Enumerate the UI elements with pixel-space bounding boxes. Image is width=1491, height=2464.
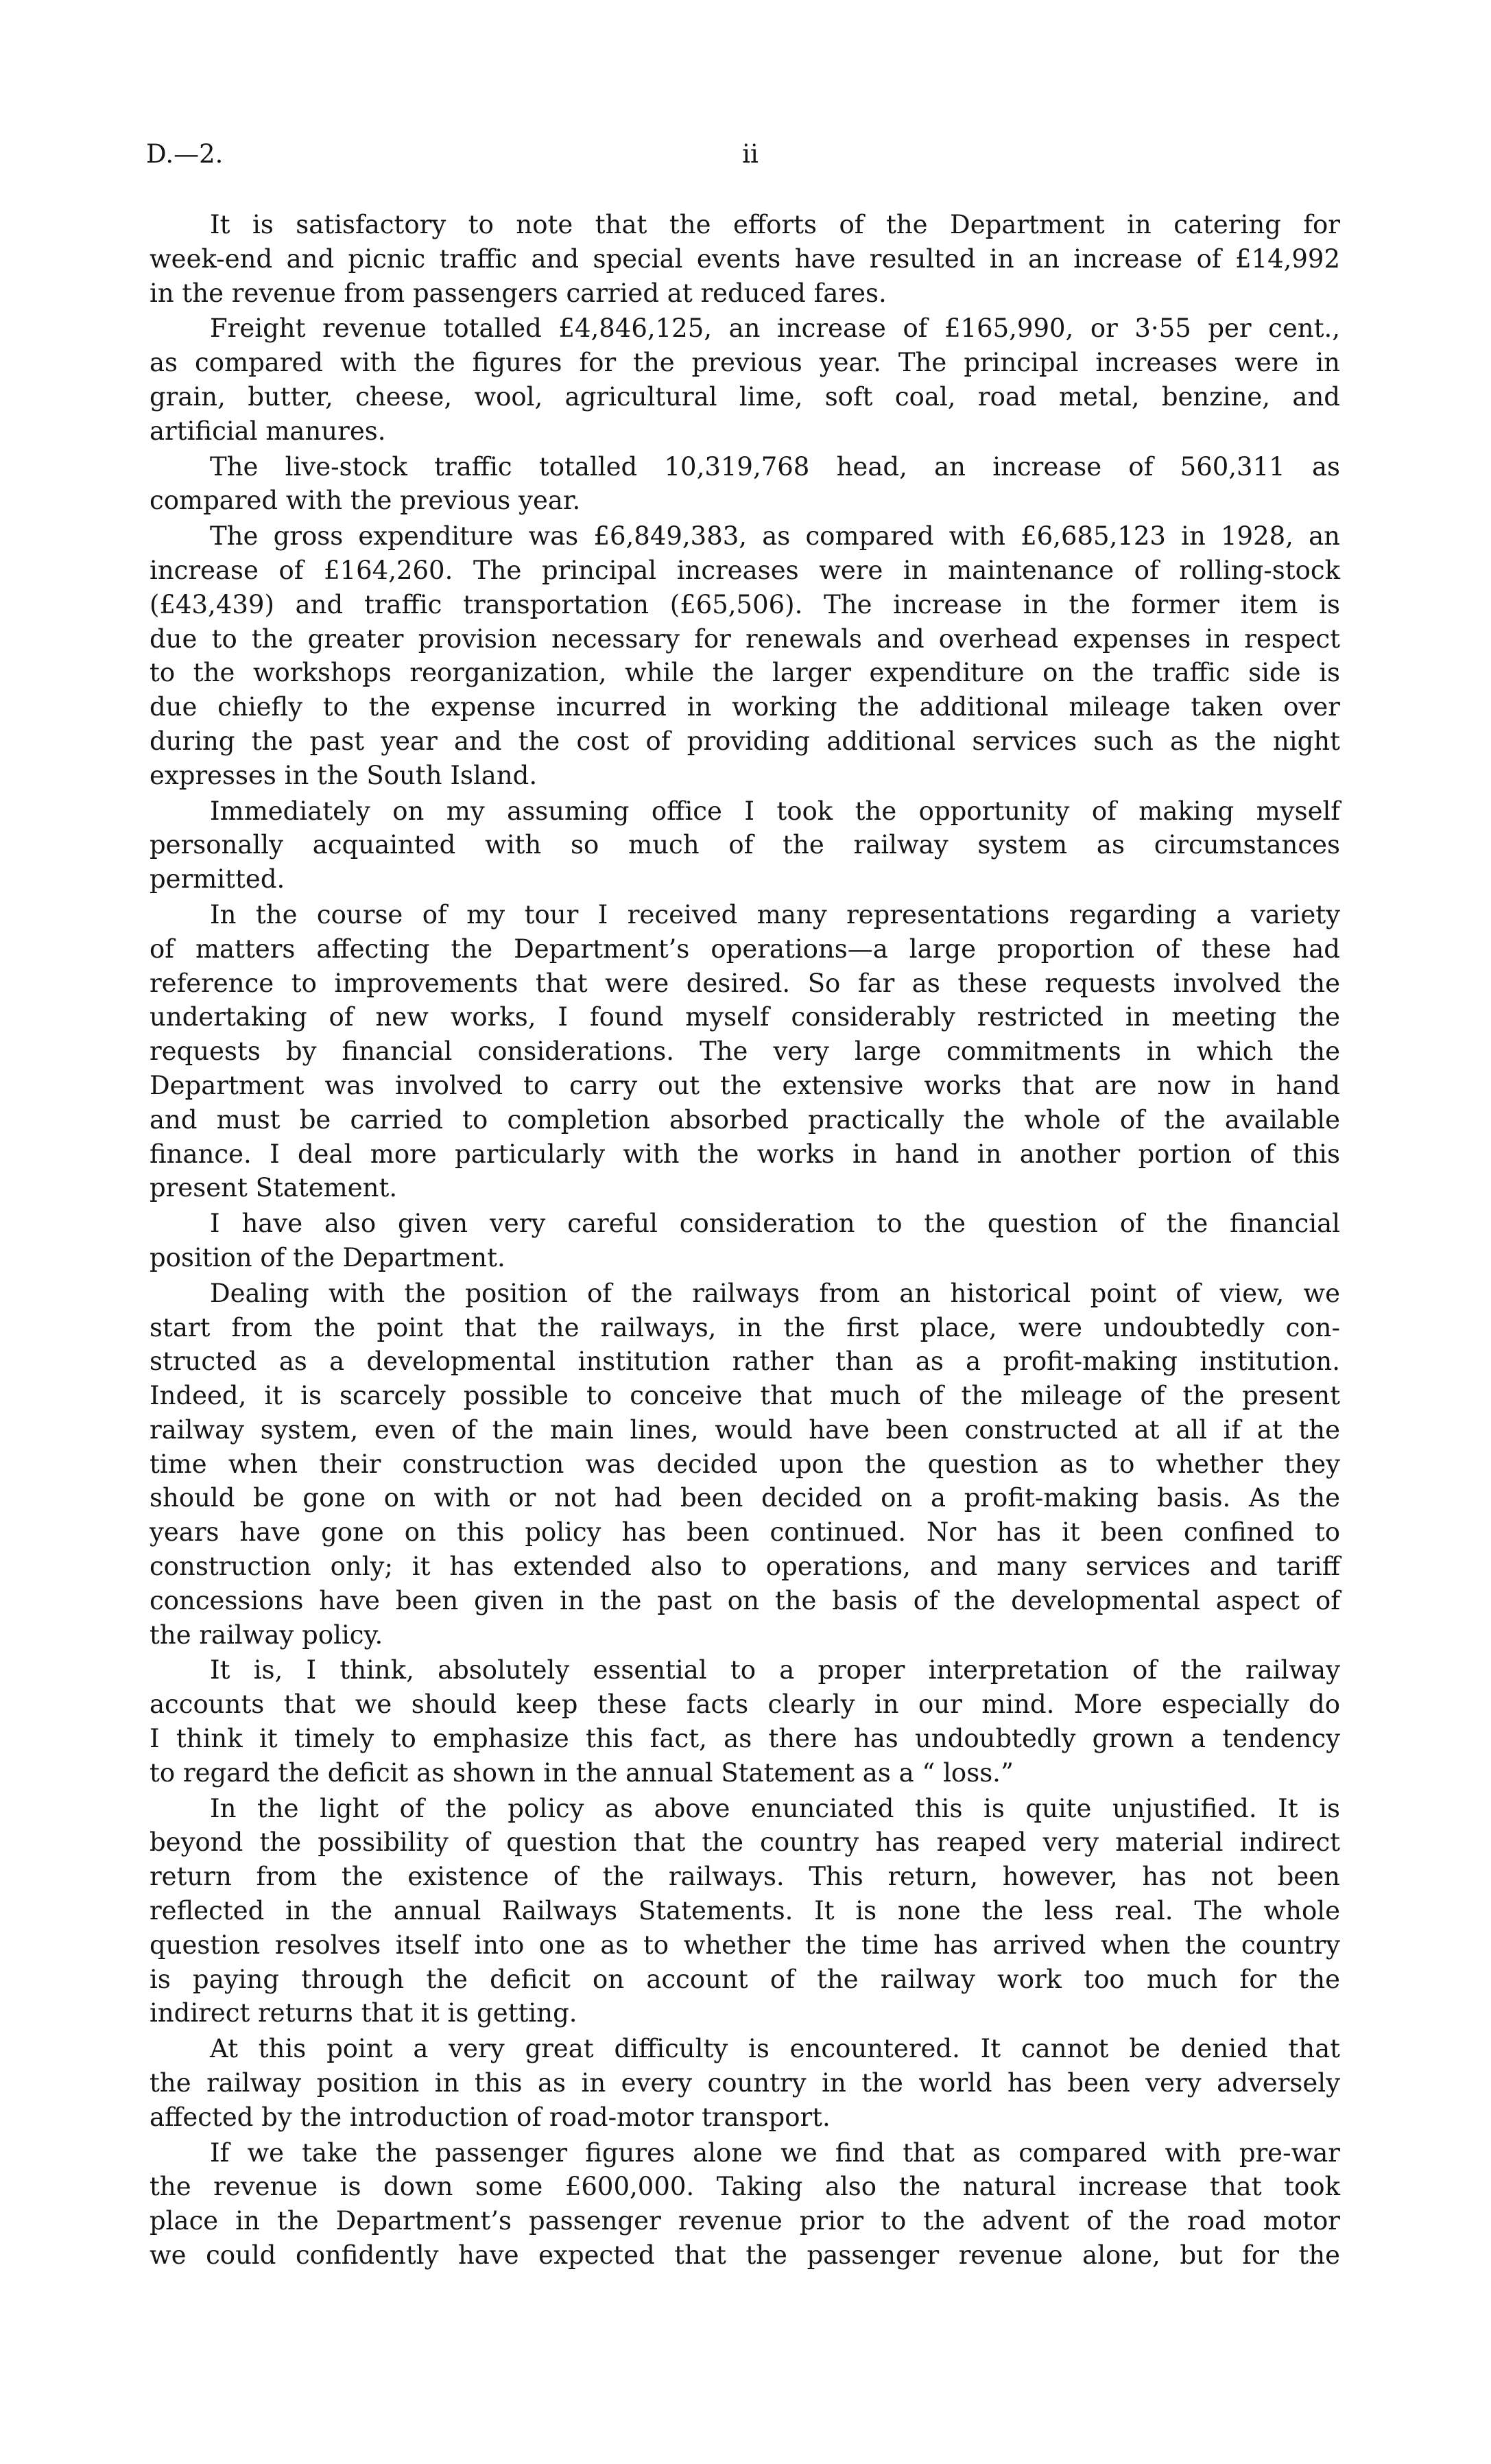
text-line: construction only; it has extended also to operations, and many services and tariff: [150, 1552, 1340, 1582]
text-line: present Statement.: [150, 1173, 398, 1203]
text-line: time when their construction was decided upon the question as to whether they: [150, 1449, 1340, 1479]
text-line: structed as a developmental institution rather than as a profit-making institution.: [150, 1347, 1340, 1377]
text-line: of matters affecting the Department’s operations—a large proportion of these had: [150, 934, 1340, 964]
text-line: artificial manures.: [150, 416, 386, 446]
text-line: concessions have been given in the past on the basis of the developmental aspect of: [150, 1585, 1340, 1615]
text-line: should be gone on with or not had been decided on a profit-making basis. As the: [150, 1483, 1340, 1513]
body-text: [150, 208, 1340, 2273]
text-line: Dealing with the position of the railways from an historical point of view, we: [210, 1278, 1340, 1308]
text-line: personally acquainted with so much of the railway system as circumstances: [150, 830, 1340, 860]
text-line: I have also given very careful consideration to the question of the financial: [210, 1209, 1340, 1239]
text-line: affected by the introduction of road-motor transport.: [150, 2102, 831, 2132]
paragraph: [150, 1653, 1340, 1790]
text-line: The live-stock traffic totalled 10,319,768 head, an increase of 560,311 as: [210, 451, 1340, 482]
text-line: position of the Department.: [150, 1242, 505, 1272]
paragraph: [150, 519, 1340, 792]
text-line: The gross expenditure was £6,849,383, as compared with £6,685,123 in 1928, an: [210, 521, 1340, 552]
text-line: to the workshops reorganization, while the larger expenditure on the traffic side is: [150, 658, 1340, 688]
page-header: [146, 137, 1340, 171]
text-line: grain, butter, cheese, wool, agricultural lime, soft coal, road metal, benzine, and: [150, 381, 1340, 412]
text-line: At this point a very great difficulty is encountered. It cannot be denied that: [210, 2034, 1340, 2064]
text-line: Immediately on my assuming office I took the opportunity of making myself: [210, 796, 1340, 826]
text-line: start from the point that the railways, in the first place, were undoubtedly con-: [150, 1312, 1340, 1342]
text-line: week-end and picnic traffic and special events have resulted in an increase of £14,992: [150, 244, 1340, 274]
text-line: the railway policy.: [150, 1620, 383, 1650]
paragraph: [150, 2136, 1340, 2273]
text-line: reflected in the annual Railways Statements. It is none the less real. The whole: [150, 1896, 1340, 1926]
text-line: undertaking of new works, I found myself considerably restricted in meeting the: [150, 1002, 1340, 1032]
text-line: to regard the deficit as shown in the annual Statement as a “ loss.”: [150, 1757, 1014, 1788]
paragraph: [150, 450, 1340, 519]
text-line: return from the existence of the railways. This return, however, has not been: [150, 1862, 1340, 1892]
paragraph: [150, 794, 1340, 897]
text-line: increase of £164,260. The principal increases were in maintenance of rolling-stock: [150, 555, 1340, 585]
text-line: In the course of my tour I received many representations regarding a variety: [210, 899, 1340, 929]
paragraph: [150, 311, 1340, 448]
paragraph: [150, 1207, 1340, 1275]
text-line: compared with the previous year.: [150, 486, 581, 516]
text-line: the railway position in this as in every country in the world has been very adversely: [150, 2068, 1340, 2098]
text-line: due to the greater provision necessary for renewals and overhead expenses in respect: [150, 624, 1340, 654]
text-line: It is satisfactory to note that the efforts of the Department in catering for: [210, 210, 1340, 239]
text-line: in the revenue from passengers carried at reduced fares.: [150, 278, 887, 308]
paragraph: [150, 898, 1340, 1205]
text-line: indirect returns that it is getting.: [150, 1998, 577, 2028]
text-line: Indeed, it is scarcely possible to conceive that much of the mileage of the present: [150, 1381, 1340, 1411]
paragraph: [150, 208, 1340, 310]
text-line: as compared with the figures for the previous year. The principal increases were in: [150, 348, 1340, 378]
text-line: I think it timely to emphasize this fact, as there has undoubtedly grown a tendency: [150, 1724, 1340, 1754]
text-line: and must be carried to completion absorbed practically the whole of the available: [150, 1104, 1340, 1135]
text-line: question resolves itself into one as to whether the time has arrived when the country: [150, 1930, 1340, 1960]
text-line: It is, I think, absolutely essential to a proper interpretation of the railway: [210, 1655, 1340, 1685]
text-line: Department was involved to carry out the extensive works that are now in hand: [150, 1070, 1340, 1100]
text-line: Freight revenue totalled £4,846,125, an increase of £165,990, or 3·55 per cent.,: [210, 313, 1340, 344]
text-line: during the past year and the cost of providing additional services such as the night: [150, 726, 1340, 756]
text-line: expresses in the South Island.: [150, 760, 538, 790]
text-line: requests by financial considerations. The very large commitments in which the: [150, 1036, 1340, 1067]
paragraph: [150, 1792, 1340, 2031]
text-line: beyond the possibility of question that the country has reaped very material indirect: [150, 1827, 1340, 1858]
section-code: D.—2.: [146, 139, 224, 169]
text-line: If we take the passenger figures alone we find that as compared with pre-war: [210, 2137, 1340, 2168]
paragraph: [150, 2032, 1340, 2134]
text-line: due chiefly to the expense incurred in working the additional mileage taken over: [150, 692, 1340, 722]
text-line: railway system, even of the main lines, would have been constructed at all if at the: [150, 1414, 1340, 1445]
paragraph: [150, 1277, 1340, 1652]
text-line: permitted.: [150, 864, 285, 895]
text-line: finance. I deal more particularly with the works in hand in another portion of this: [150, 1139, 1340, 1169]
text-line: reference to improvements that were desired. So far as these requests involved the: [150, 968, 1340, 998]
text-line: place in the Department’s passenger revenue prior to the advent of the road motor: [150, 2206, 1340, 2236]
text-line: (£43,439) and traffic transportation (£65,506). The increase in the former item is: [150, 589, 1340, 619]
text-line: years have gone on this policy has been continued. Nor has it been confined to: [150, 1517, 1340, 1548]
text-line: In the light of the policy as above enunciated this is quite unjustified. It is: [210, 1793, 1340, 1823]
page-number: ii: [742, 139, 759, 169]
text-line: the revenue is down some £600,000. Taking also the natural increase that took: [150, 2172, 1340, 2202]
text-line: accounts that we should keep these facts clearly in our mind. More especially do: [150, 1690, 1340, 1720]
text-line: is paying through the deficit on account of the railway work too much for the: [150, 1964, 1340, 1994]
text-line: we could confidently have expected that the passenger revenue alone, but for the: [150, 2240, 1340, 2271]
